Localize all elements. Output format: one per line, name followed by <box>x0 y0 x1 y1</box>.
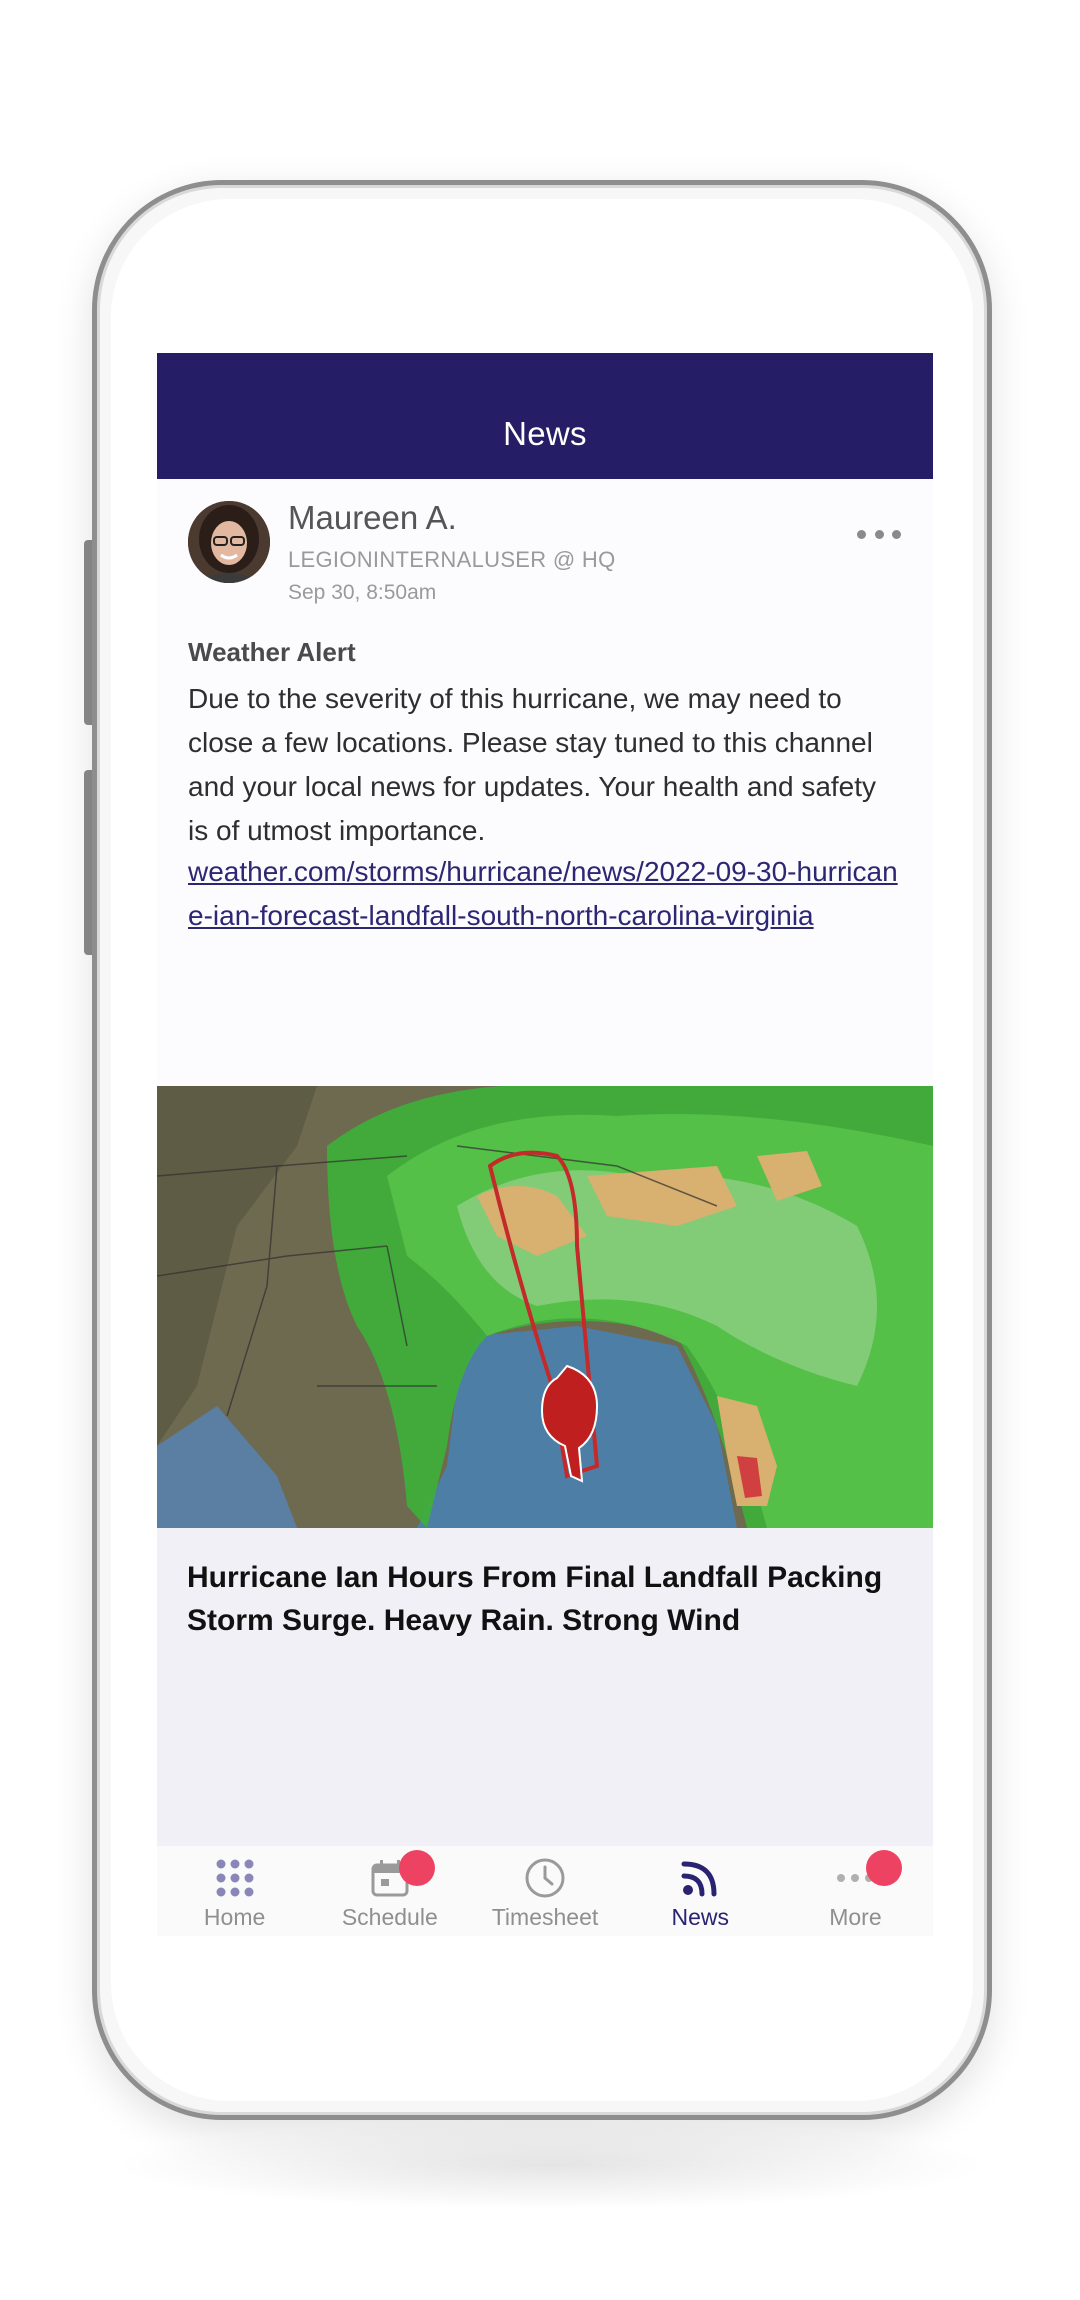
post-options-icon[interactable] <box>857 519 901 549</box>
home-dots-icon <box>213 1856 257 1900</box>
post-timestamp: Sep 30, 8:50am <box>288 581 437 604</box>
volume-up-button <box>84 540 92 725</box>
tab-label-home: Home <box>203 1904 266 1930</box>
tab-label-more: More <box>829 1904 882 1930</box>
rss-feed-icon <box>678 1856 722 1900</box>
notification-badge <box>399 1850 435 1886</box>
tab-more[interactable] <box>778 1846 933 1936</box>
author-name[interactable]: Maureen A. <box>288 499 457 536</box>
clock-icon <box>523 1856 567 1900</box>
tab-home[interactable] <box>157 1846 312 1936</box>
tab-label-news: News <box>671 1904 729 1930</box>
article-headline[interactable]: Hurricane Ian Hours From Final Landfall Packing Storm Surge. Heavy Rain. Strong Wind <box>187 1561 883 1637</box>
hurricane-radar-map-image[interactable] <box>157 1086 933 1528</box>
tab-label-schedule: Schedule <box>341 1904 438 1930</box>
link-preview-card[interactable] <box>157 1086 933 1936</box>
tab-news[interactable] <box>623 1846 778 1936</box>
tab-schedule[interactable] <box>312 1846 467 1936</box>
tab-timesheet[interactable] <box>467 1846 622 1936</box>
post-title: Weather Alert <box>188 637 356 667</box>
page-title: News <box>503 415 587 452</box>
tab-label-timesheet: Timesheet <box>491 1904 599 1930</box>
author-subtitle: LEGIONINTERNALUSER @ HQ <box>288 547 616 572</box>
article-link[interactable]: weather.com/storms/hurricane/news/2022-09-30-hurricane-ian-forecast-landfall-south-north-carolina-virginia <box>188 856 898 931</box>
app-header <box>157 353 933 479</box>
phone-shadow <box>110 2120 990 2210</box>
post-body: Due to the severity of this hurricane, we may need to close a few locations. Please stay tuned to this channel and your local news for updates. Your health and safety is of utmost importance. <box>188 683 877 846</box>
app-screen <box>157 353 933 1936</box>
bottom-tab-bar <box>157 1846 933 1936</box>
notification-badge <box>866 1850 902 1886</box>
avatar[interactable] <box>188 501 270 583</box>
volume-down-button <box>84 770 92 955</box>
